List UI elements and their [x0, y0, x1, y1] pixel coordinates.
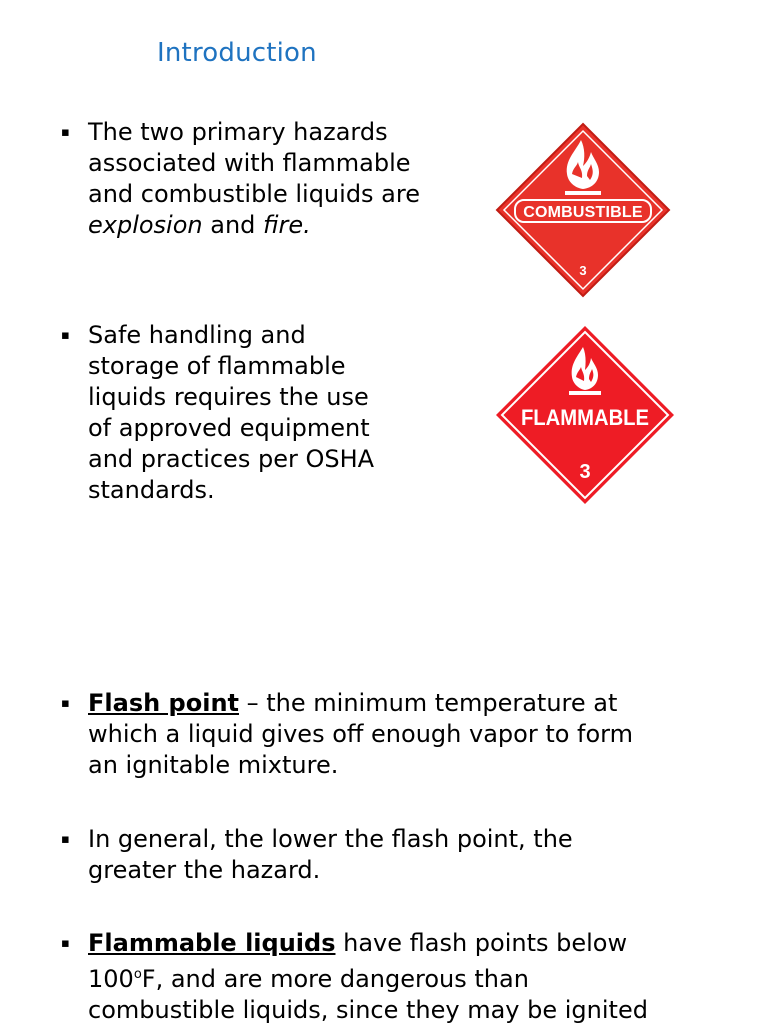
- term-flash-point: Flash point: [88, 689, 239, 717]
- text-line: associated with flammable: [88, 149, 411, 177]
- bullet-marker: ▪: [61, 125, 70, 140]
- text-line: The two primary hazards: [88, 118, 388, 146]
- emphasis-fire: fire.: [263, 211, 311, 239]
- text-line: combustible liquids, since they may be ignited: [88, 996, 648, 1024]
- text-line: standards.: [88, 476, 215, 504]
- bullet-hazards: [61, 117, 420, 241]
- text-line: which a liquid gives off enough vapor to form: [88, 720, 633, 748]
- text-line: liquids requires the use: [88, 383, 369, 411]
- bullet-flammable-liquids: [61, 928, 648, 1026]
- bullet-marker: ▪: [61, 328, 70, 343]
- text-line: [88, 210, 420, 241]
- text-line: and combustible liquids are: [88, 180, 420, 208]
- flammable-placard: [495, 325, 675, 505]
- text-line: and practices per OSHA: [88, 445, 375, 473]
- page-title: Introduction: [157, 38, 317, 68]
- degree-superscript: o: [133, 967, 142, 982]
- text-fragment: F, and are more dangerous than: [141, 965, 529, 993]
- term-flammable-liquids: Flammable liquids: [88, 929, 336, 957]
- text-line: [88, 928, 648, 959]
- text-fragment: have flash points below: [335, 929, 628, 957]
- placard-label: FLAMMABLE: [520, 406, 650, 431]
- text-line: Safe handling and: [88, 321, 306, 349]
- bullet-lower-flash-point: [61, 824, 573, 886]
- text-line: of approved equipment: [88, 414, 370, 442]
- text-line: [88, 959, 648, 995]
- text-line: greater the hazard.: [88, 856, 321, 884]
- text-line: In general, the lower the flash point, the: [88, 825, 573, 853]
- bullet-safe-handling: [61, 320, 375, 506]
- emphasis-explosion: explosion: [88, 211, 203, 239]
- placard-class-number: 3: [579, 263, 587, 278]
- text-line: [88, 688, 633, 719]
- placard-label: COMBUSTIBLE: [523, 204, 643, 221]
- bullet-marker: ▪: [61, 696, 70, 711]
- text-fragment: and: [202, 211, 264, 239]
- combustible-placard: [495, 122, 671, 298]
- bullet-flash-point: [61, 688, 633, 781]
- text-line: storage of flammable: [88, 352, 346, 380]
- text-fragment: – the minimum temperature at: [239, 689, 618, 717]
- bullet-marker: ▪: [61, 936, 70, 951]
- placard-class-number: 3: [579, 461, 591, 483]
- bullet-marker: ▪: [61, 832, 70, 847]
- text-fragment: 100: [88, 965, 134, 993]
- text-line: an ignitable mixture.: [88, 751, 339, 779]
